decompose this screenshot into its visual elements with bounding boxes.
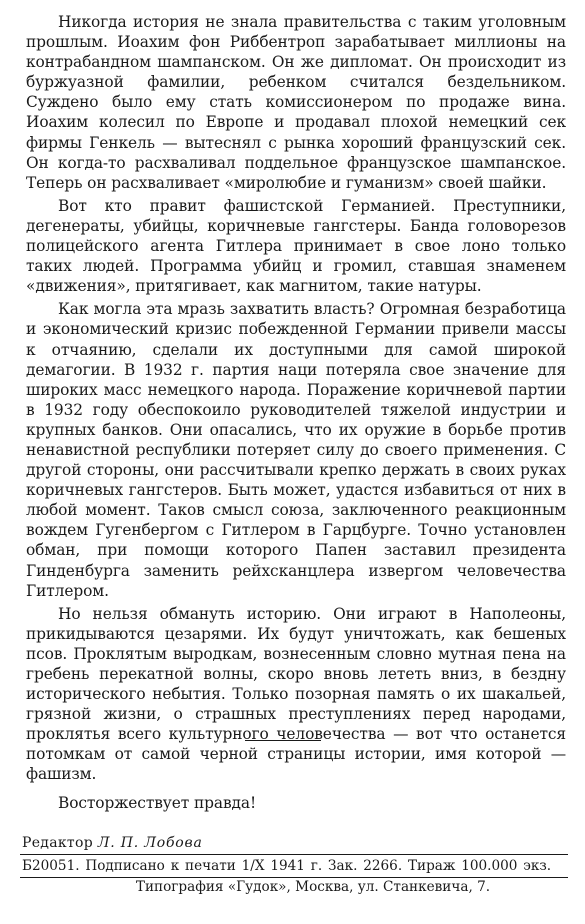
paragraph-2: Вот кто правит фашистской Германией. Преступники, дегенераты, убийцы, коричневые гангстеры. Банда головорезов полицейского агента Гитлера принимает в свое лоно только таких людей. Программа убийц и громил, ставшая знаменем «движения», притягивает, как магнитом, такие натуры. [26, 196, 566, 296]
editor-name: Л. П. Лобова [97, 835, 203, 851]
editor-label: Редактор [22, 835, 93, 851]
section-divider [245, 740, 321, 741]
print-details: Б20051. Подписано к печати 1/X 1941 г. Зак. 2266. Тираж 100.000 экз. [22, 858, 552, 874]
editor-credit [20, 834, 568, 854]
paragraph-3: Как могла эта мразь захватить власть? Огромная безработица и экономический кризис побежденной Германии привели массы к отчаянию, сделали их доступными для самой широкой демагогии. В 1932 г. партия наци потеряла свое значение для широких масс немецкого народа. Поражение коричневой партии в 1932 году обеспокоило руководителей тяжелой индустрии и крупных банков. Они опасались, что их оружие в борьбе против ненавистной республики потеряет силу до своего применения. С другой стороны, они рассчитывали крепко держать в своих руках коричневых гангстеров. Быть может, удастся избавиться от них в любой момент. Таков смысл союза, заключенного реакционным вождем Гугенбергом с Гитлером в Гарцбурге. Точно установлен обман, при помощи которого Папен заставил президента Гинденбурга заменить рейхсканцлера извергом человечества Гитлером. [26, 300, 566, 600]
article-text [26, 12, 566, 813]
publication-imprint [20, 834, 568, 898]
paragraph-1: Никогда история не знала правительства с таким уголовным прошлым. Иоахим фон Риббентроп зарабатывает миллионы на контрабандном шампанском. Он же дипломат. Он происходит из буржуазной фамилии, ребенком считался бездельником. Суждено было ему стать комиссионером по продаже вина. Иоахим колесил по Европе и продавал плохой немецкий сек фирмы Генкель — вытеснял с рынка хороший французский сек. Он когда-то расхваливал поддельное французское шампанское. Теперь он расхваливает «миролюбие и гуманизм» своей шайки. [26, 13, 566, 192]
closing-line: Восторжествует правда! [58, 793, 257, 812]
paragraph-4: Но нельзя обмануть историю. Они играют в Наполеоны, прикидываются цезарями. Их будут уничтожать, как бешеных псов. Проклятым выродкам, вознесенным словно мутная пена на гребень перекатной волны, скоро вновь лететь вниз, в бездну исторического небытия. Только позорная память о их шакальей, грязной жизни, о страшных преступлениях перед народами, проклятья всего культурного человечества — вот что останется потомкам от самой черной страницы истории, имя которой — фашизм. [26, 604, 566, 784]
printer-address: Типография «Гудок», Москва, ул. Станкевича, 7. [135, 879, 491, 895]
